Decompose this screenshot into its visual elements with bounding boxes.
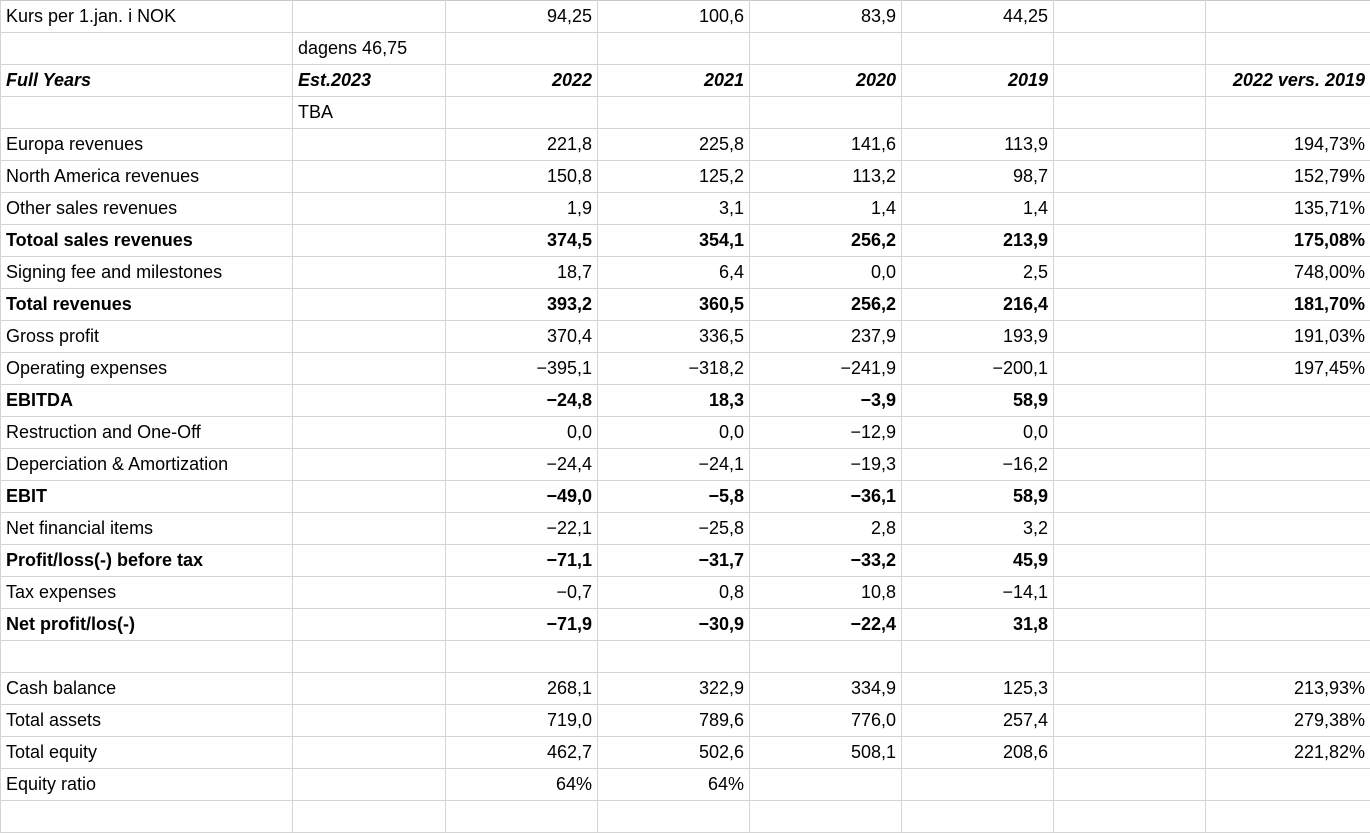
cell-value[interactable]: −3,9 [750, 385, 902, 417]
cell[interactable] [1054, 577, 1206, 609]
cell-value[interactable]: 719,0 [446, 705, 598, 737]
cell-value[interactable]: −31,7 [598, 545, 750, 577]
cell-percent[interactable]: 181,70% [1206, 289, 1370, 321]
cell[interactable] [1054, 161, 1206, 193]
cell-value[interactable]: 370,4 [446, 321, 598, 353]
income-row [1, 353, 1370, 385]
cell-value[interactable]: −24,4 [446, 449, 598, 481]
cell-value[interactable]: −0,7 [446, 577, 598, 609]
cell[interactable] [293, 1, 446, 33]
cell-label[interactable]: North America revenues [1, 161, 293, 193]
cell[interactable] [1054, 385, 1206, 417]
cell[interactable] [1054, 769, 1206, 801]
cell[interactable] [1054, 481, 1206, 513]
cell-value[interactable]: 125,3 [902, 673, 1054, 705]
cell-header-compare[interactable]: 2022 vers. 2019 [1206, 65, 1370, 97]
cell-percent[interactable]: 175,08% [1206, 225, 1370, 257]
cell-value[interactable]: 334,9 [750, 673, 902, 705]
cell-value[interactable]: 0,0 [750, 257, 902, 289]
cell[interactable] [293, 289, 446, 321]
cell[interactable] [1054, 321, 1206, 353]
cell-value[interactable]: 18,3 [598, 385, 750, 417]
cell-value[interactable]: 45,9 [902, 545, 1054, 577]
cell[interactable] [446, 641, 598, 673]
cell[interactable] [293, 769, 446, 801]
cell-percent[interactable] [1206, 513, 1370, 545]
cell[interactable] [293, 449, 446, 481]
cell[interactable] [1054, 353, 1206, 385]
cell[interactable] [1206, 97, 1370, 129]
cell[interactable] [1054, 449, 1206, 481]
income-row [1, 225, 1370, 257]
cell-label[interactable]: Total assets [1, 705, 293, 737]
income-row [1, 417, 1370, 449]
cell[interactable] [750, 801, 902, 833]
cell-value[interactable]: −71,1 [446, 545, 598, 577]
cell-percent[interactable] [1206, 449, 1370, 481]
balance-row [1, 673, 1370, 705]
cell-label[interactable]: Net financial items [1, 513, 293, 545]
cell-percent[interactable] [1206, 609, 1370, 641]
cell-value[interactable]: −19,3 [750, 449, 902, 481]
cell-value[interactable]: 141,6 [750, 129, 902, 161]
cell-value[interactable]: −24,8 [446, 385, 598, 417]
cell[interactable] [1054, 609, 1206, 641]
cell-label[interactable]: Tax expenses [1, 577, 293, 609]
cell-header-label[interactable]: Full Years [1, 65, 293, 97]
cell[interactable] [1206, 33, 1370, 65]
cell-value[interactable]: 1,4 [902, 193, 1054, 225]
cell-value[interactable]: −16,2 [902, 449, 1054, 481]
cell-value[interactable]: −30,9 [598, 609, 750, 641]
cell-header-year[interactable]: 2019 [902, 65, 1054, 97]
cell-value[interactable]: 0,0 [902, 417, 1054, 449]
cell-value[interactable]: 98,7 [902, 161, 1054, 193]
cell-label[interactable]: Other sales revenues [1, 193, 293, 225]
cell-percent[interactable]: 279,38% [1206, 705, 1370, 737]
cell-label[interactable]: Equity ratio [1, 769, 293, 801]
income-row [1, 385, 1370, 417]
cell-percent[interactable]: 191,03% [1206, 321, 1370, 353]
cell[interactable] [293, 161, 446, 193]
cell-value[interactable]: 64% [598, 769, 750, 801]
cell-value[interactable]: 213,9 [902, 225, 1054, 257]
cell[interactable] [1206, 641, 1370, 673]
cell-value[interactable]: 2,8 [750, 513, 902, 545]
cell-value[interactable]: 354,1 [598, 225, 750, 257]
cell-value[interactable] [750, 769, 902, 801]
cell-value[interactable]: −5,8 [598, 481, 750, 513]
exchange-rate-row [1, 1, 1370, 33]
cell-value[interactable]: 225,8 [598, 129, 750, 161]
cell-value[interactable]: −395,1 [446, 353, 598, 385]
cell[interactable] [293, 673, 446, 705]
income-row [1, 321, 1370, 353]
cell[interactable] [1206, 801, 1370, 833]
cell-percent[interactable]: 152,79% [1206, 161, 1370, 193]
income-row [1, 609, 1370, 641]
cell-value[interactable]: −24,1 [598, 449, 750, 481]
cell-header-est[interactable]: Est.2023 [293, 65, 446, 97]
cell[interactable] [750, 97, 902, 129]
cell-value[interactable]: 100,6 [598, 1, 750, 33]
header-row [1, 65, 1370, 97]
cell[interactable] [1054, 513, 1206, 545]
cell-value[interactable]: 0,0 [446, 417, 598, 449]
cell[interactable] [1054, 257, 1206, 289]
balance-row [1, 705, 1370, 737]
cell-value[interactable]: 64% [446, 769, 598, 801]
cell[interactable] [902, 801, 1054, 833]
cell-value[interactable]: −318,2 [598, 353, 750, 385]
cell-value[interactable]: 1,9 [446, 193, 598, 225]
cell-header-year[interactable]: 2022 [446, 65, 598, 97]
cell-value[interactable]: 268,1 [446, 673, 598, 705]
cell[interactable] [293, 545, 446, 577]
cell[interactable] [902, 33, 1054, 65]
cell[interactable] [1054, 193, 1206, 225]
cell[interactable] [1054, 225, 1206, 257]
cell[interactable] [293, 577, 446, 609]
cell-label[interactable]: Cash balance [1, 673, 293, 705]
cell[interactable] [1054, 801, 1206, 833]
cell-percent[interactable]: 213,93% [1206, 673, 1370, 705]
cell-value[interactable]: −22,1 [446, 513, 598, 545]
cell-value[interactable]: 322,9 [598, 673, 750, 705]
cell[interactable] [1054, 737, 1206, 769]
cell[interactable] [446, 801, 598, 833]
cell[interactable] [902, 97, 1054, 129]
income-row [1, 161, 1370, 193]
cell-value[interactable]: 0,8 [598, 577, 750, 609]
cell-value[interactable] [902, 769, 1054, 801]
cell-value[interactable]: 113,2 [750, 161, 902, 193]
cell[interactable] [750, 33, 902, 65]
cell-value[interactable]: −22,4 [750, 609, 902, 641]
cell-value[interactable]: 150,8 [446, 161, 598, 193]
cell[interactable] [446, 33, 598, 65]
cell-percent[interactable]: 197,45% [1206, 353, 1370, 385]
cell-percent[interactable]: 194,73% [1206, 129, 1370, 161]
cell-value[interactable]: 44,25 [902, 1, 1054, 33]
cell-label[interactable]: Totoal sales revenues [1, 225, 293, 257]
cell-value[interactable]: 374,5 [446, 225, 598, 257]
balance-row [1, 737, 1370, 769]
cell[interactable] [1, 641, 293, 673]
cell-value[interactable]: 360,5 [598, 289, 750, 321]
cell-value[interactable]: 393,2 [446, 289, 598, 321]
cell-value[interactable]: 3,2 [902, 513, 1054, 545]
cell-value[interactable]: 3,1 [598, 193, 750, 225]
cell[interactable] [293, 801, 446, 833]
cell-label[interactable]: Net profit/los(-) [1, 609, 293, 641]
cell[interactable] [1054, 33, 1206, 65]
cell-header-year[interactable]: 2020 [750, 65, 902, 97]
cell[interactable] [293, 385, 446, 417]
cell-value[interactable]: 31,8 [902, 609, 1054, 641]
income-row [1, 449, 1370, 481]
cell[interactable] [1206, 1, 1370, 33]
cell[interactable] [1054, 97, 1206, 129]
cell[interactable] [1, 33, 293, 65]
cell-value[interactable]: 10,8 [750, 577, 902, 609]
cell-label[interactable]: Kurs per 1.jan. i NOK [1, 1, 293, 33]
cell-label[interactable]: Gross profit [1, 321, 293, 353]
cell-percent[interactable]: 221,82% [1206, 737, 1370, 769]
cell-today-rate[interactable]: dagens 46,75 [293, 33, 446, 65]
cell[interactable] [1, 97, 293, 129]
cell-value[interactable]: 6,4 [598, 257, 750, 289]
cell-value[interactable]: 58,9 [902, 385, 1054, 417]
cell-label[interactable]: Profit/loss(-) before tax [1, 545, 293, 577]
cell-value[interactable]: 462,7 [446, 737, 598, 769]
cell[interactable] [1054, 65, 1206, 97]
cell-value[interactable]: 2,5 [902, 257, 1054, 289]
cell-label[interactable]: Signing fee and milestones [1, 257, 293, 289]
cell-value[interactable]: 237,9 [750, 321, 902, 353]
income-row [1, 481, 1370, 513]
cell[interactable] [1054, 1, 1206, 33]
cell[interactable] [1054, 129, 1206, 161]
cell-value[interactable]: −33,2 [750, 545, 902, 577]
cell-percent[interactable]: 135,71% [1206, 193, 1370, 225]
cell-label[interactable]: Deperciation & Amortization [1, 449, 293, 481]
income-row [1, 545, 1370, 577]
cell-tba[interactable]: TBA [293, 97, 446, 129]
cell-value[interactable]: −14,1 [902, 577, 1054, 609]
cell[interactable] [293, 705, 446, 737]
empty-row [1, 801, 1370, 833]
cell[interactable] [293, 193, 446, 225]
cell[interactable] [902, 641, 1054, 673]
cell[interactable] [293, 609, 446, 641]
cell-percent[interactable] [1206, 545, 1370, 577]
cell-value[interactable]: −71,9 [446, 609, 598, 641]
cell-value[interactable]: 18,7 [446, 257, 598, 289]
income-row [1, 513, 1370, 545]
cell[interactable] [598, 801, 750, 833]
cell-label[interactable]: Total equity [1, 737, 293, 769]
cell-value[interactable]: −12,9 [750, 417, 902, 449]
balance-row [1, 769, 1370, 801]
cell-value[interactable]: 502,6 [598, 737, 750, 769]
cell-header-year[interactable]: 2021 [598, 65, 750, 97]
cell[interactable] [598, 33, 750, 65]
cell-label[interactable]: Operating expenses [1, 353, 293, 385]
empty-row [1, 641, 1370, 673]
cell-label[interactable]: Total revenues [1, 289, 293, 321]
cell[interactable] [293, 257, 446, 289]
cell[interactable] [446, 97, 598, 129]
cell-percent[interactable]: 748,00% [1206, 257, 1370, 289]
cell-percent[interactable] [1206, 577, 1370, 609]
cell[interactable] [293, 481, 446, 513]
cell[interactable] [1054, 705, 1206, 737]
income-row [1, 289, 1370, 321]
cell-value[interactable]: −25,8 [598, 513, 750, 545]
cell[interactable] [293, 321, 446, 353]
cell-value[interactable]: 94,25 [446, 1, 598, 33]
cell-value[interactable]: 1,4 [750, 193, 902, 225]
cell-percent[interactable] [1206, 385, 1370, 417]
cell-value[interactable]: 193,9 [902, 321, 1054, 353]
cell-value[interactable]: 257,4 [902, 705, 1054, 737]
cell-percent[interactable] [1206, 417, 1370, 449]
cell-value[interactable]: 125,2 [598, 161, 750, 193]
income-row [1, 257, 1370, 289]
cell[interactable] [293, 353, 446, 385]
cell-value[interactable]: 221,8 [446, 129, 598, 161]
cell-value[interactable]: 789,6 [598, 705, 750, 737]
cell[interactable] [1054, 289, 1206, 321]
income-row [1, 577, 1370, 609]
cell-value[interactable]: 508,1 [750, 737, 902, 769]
today-rate-row [1, 33, 1370, 65]
tba-row [1, 97, 1370, 129]
income-row [1, 193, 1370, 225]
cell[interactable] [293, 129, 446, 161]
cell-value[interactable]: 0,0 [598, 417, 750, 449]
cell-value[interactable]: 336,5 [598, 321, 750, 353]
cell-value[interactable]: 776,0 [750, 705, 902, 737]
cell-value[interactable]: 256,2 [750, 225, 902, 257]
cell-value[interactable]: 113,9 [902, 129, 1054, 161]
cell[interactable] [293, 641, 446, 673]
cell-value[interactable]: −36,1 [750, 481, 902, 513]
cell-label[interactable]: Restruction and One-Off [1, 417, 293, 449]
cell[interactable] [293, 513, 446, 545]
cell[interactable] [598, 97, 750, 129]
cell[interactable] [1, 801, 293, 833]
cell-label[interactable]: EBIT [1, 481, 293, 513]
cell-label[interactable]: Europa revenues [1, 129, 293, 161]
cell[interactable] [293, 737, 446, 769]
cell-value[interactable]: 83,9 [750, 1, 902, 33]
cell-value[interactable]: 216,4 [902, 289, 1054, 321]
cell-value[interactable]: 256,2 [750, 289, 902, 321]
cell-percent[interactable] [1206, 481, 1370, 513]
cell-value[interactable]: 208,6 [902, 737, 1054, 769]
cell[interactable] [1054, 417, 1206, 449]
cell-value[interactable]: −200,1 [902, 353, 1054, 385]
cell[interactable] [293, 225, 446, 257]
cell[interactable] [293, 417, 446, 449]
cell[interactable] [1054, 545, 1206, 577]
cell-label[interactable]: EBITDA [1, 385, 293, 417]
cell-value[interactable]: 58,9 [902, 481, 1054, 513]
cell-value[interactable]: −241,9 [750, 353, 902, 385]
income-row [1, 129, 1370, 161]
cell[interactable] [1054, 641, 1206, 673]
cell-value[interactable]: −49,0 [446, 481, 598, 513]
cell[interactable] [598, 641, 750, 673]
cell-percent[interactable] [1206, 769, 1370, 801]
cell[interactable] [1054, 673, 1206, 705]
cell[interactable] [750, 641, 902, 673]
